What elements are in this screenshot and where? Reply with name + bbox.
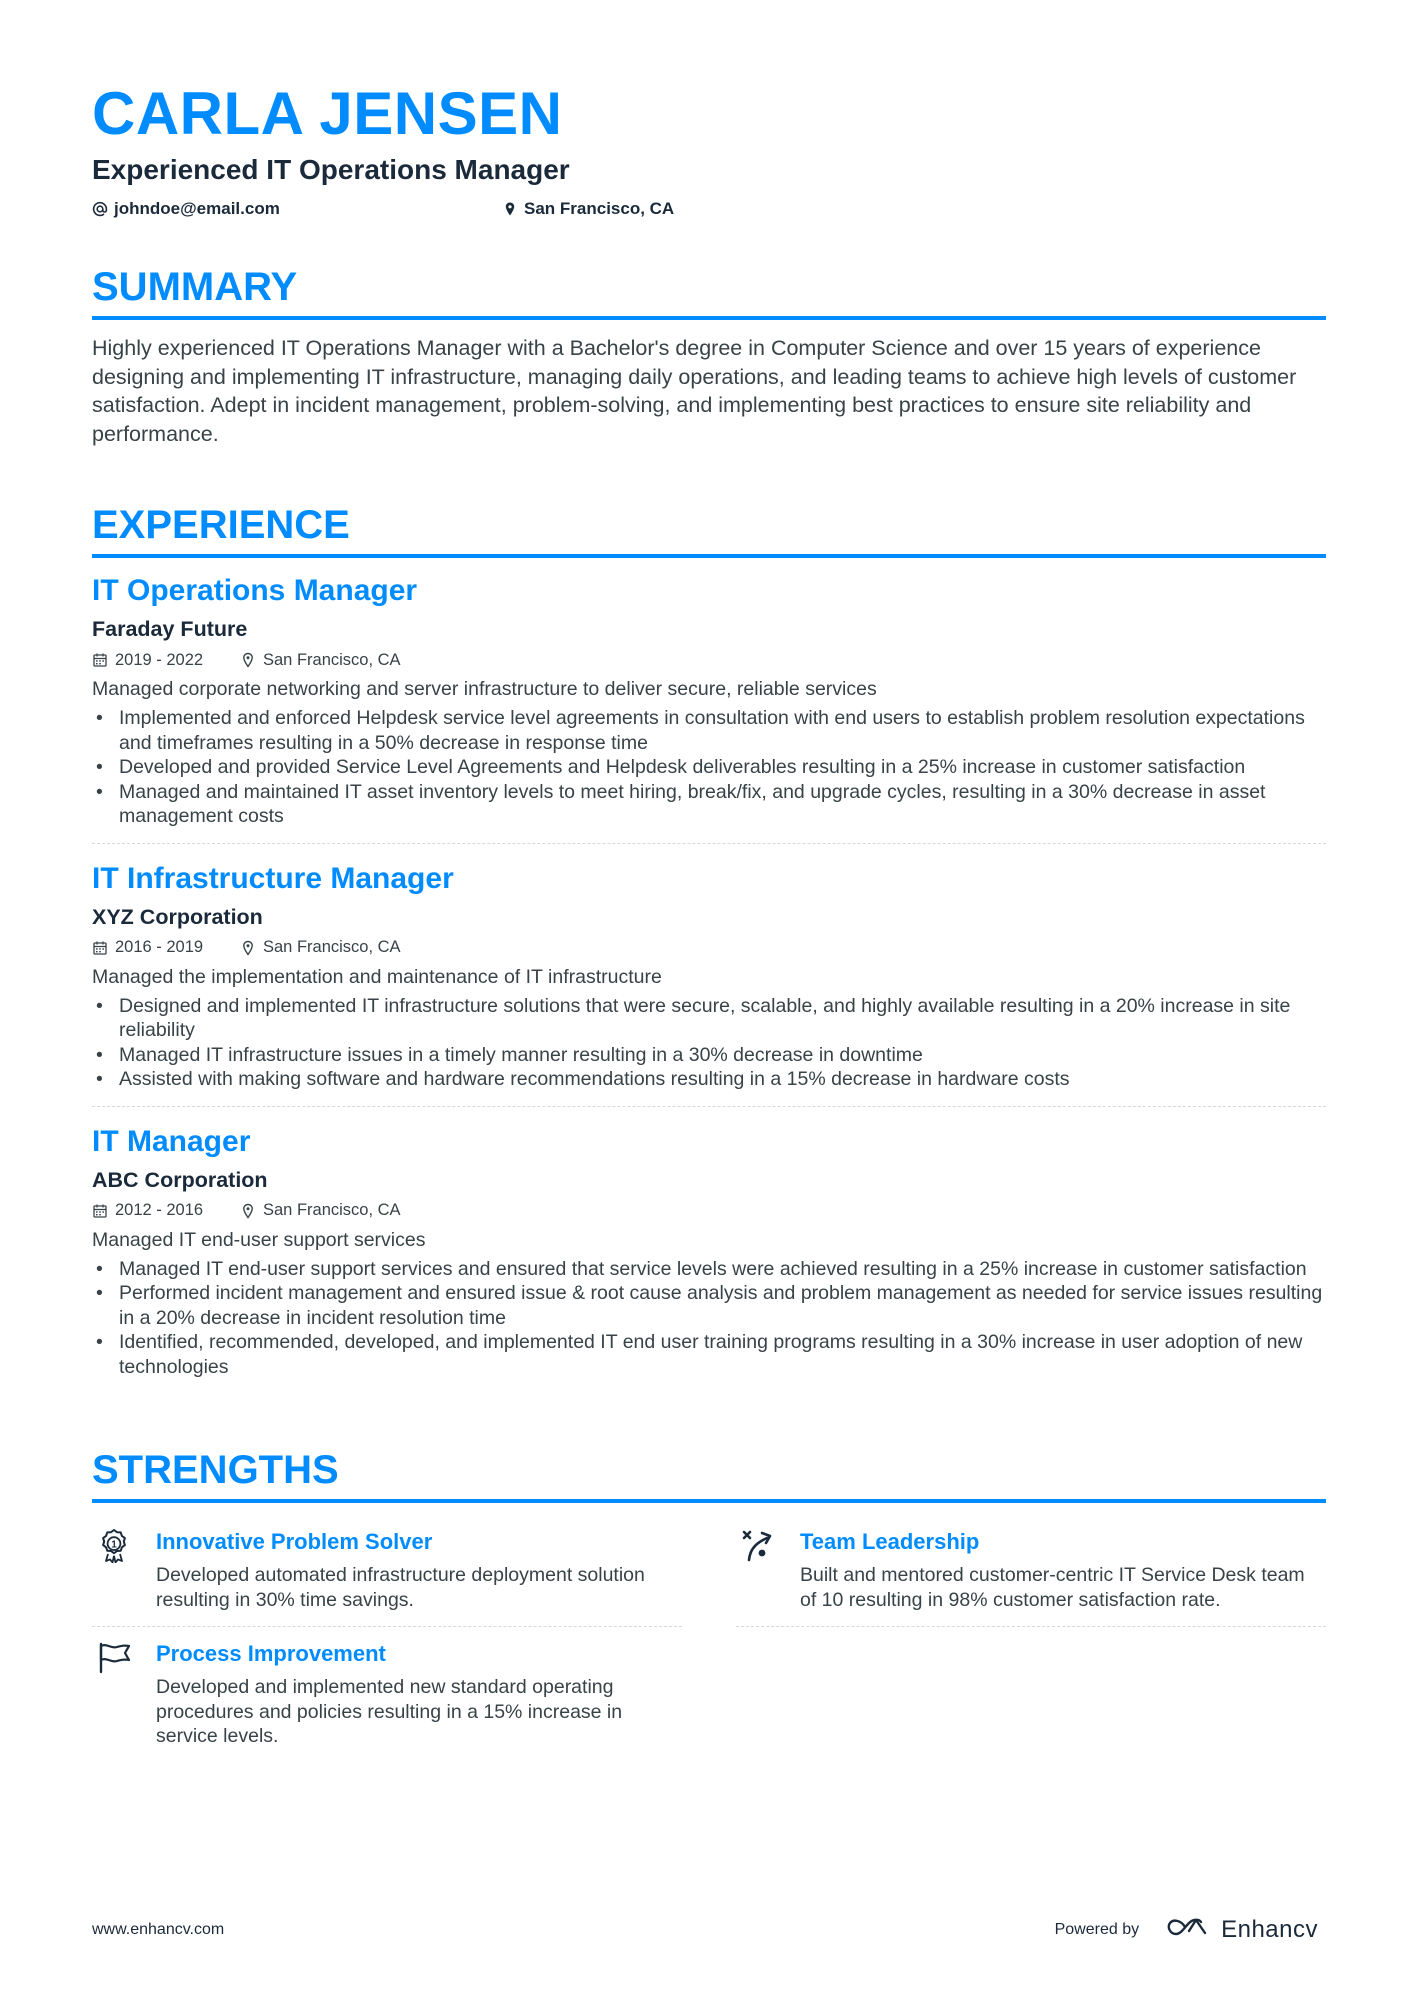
job-bullet: • Identified, recommended, developed, and implemented IT end user training programs resulting in a 30% increase in user adoption of new technologies: [92, 1330, 1326, 1379]
resume-header: [92, 78, 1326, 222]
job-bullets: [92, 1257, 1326, 1380]
job-location-text: San Francisco, CA: [263, 938, 401, 956]
strength-title: Process Improvement: [156, 1641, 386, 1666]
strength-item: [92, 1515, 682, 1627]
company-name: ABC Corporation: [92, 1167, 268, 1192]
resume-content: [92, 78, 1326, 1763]
location-pin-icon: [240, 1203, 256, 1219]
job-bullet: • Managed and maintained IT asset inventory levels to meet hiring, break/fix, and upgrade cycles, resulting in a 30% decrease in asset management costs: [92, 780, 1326, 829]
strength-body: [156, 1639, 682, 1749]
job-location: [240, 651, 401, 670]
summary-heading: SUMMARY: [92, 262, 1326, 320]
strength-description: Built and mentored customer-centric IT Service Desk team of 10 resulting in 98% customer satisfaction rate.: [800, 1564, 1305, 1611]
job-location-text: San Francisco, CA: [263, 1201, 401, 1219]
strength-item: [92, 1627, 682, 1763]
job-meta: [92, 1199, 1326, 1223]
contact-email[interactable]: [92, 199, 502, 219]
strength-title: Innovative Problem Solver: [156, 1529, 433, 1554]
strength-description: Developed automated infrastructure deployment solution resulting in 30% time savings.: [156, 1564, 645, 1611]
strength-body: [156, 1527, 682, 1612]
calendar-icon: [92, 652, 108, 668]
strengths-heading: STRENGTHS: [92, 1445, 1326, 1503]
job-title: IT Operations Manager: [92, 574, 418, 607]
job-dates: [92, 938, 240, 957]
award-icon: [96, 1527, 132, 1563]
page-footer: [92, 1915, 1318, 1944]
job-bullet: • Performed incident management and ensured issue & root cause analysis and problem management as needed for service issues resulting in a 20% decrease in incident resolution time: [92, 1281, 1326, 1330]
footer-website-link[interactable]: www.enhancv.com: [92, 1920, 225, 1938]
company-name: XYZ Corporation: [92, 904, 263, 929]
strength-description: Developed and implemented new standard operating procedures and policies resulting in a 15% increase in service levels.: [156, 1676, 623, 1747]
job-dates-text: 2016 - 2019: [115, 938, 204, 956]
powered-by-label: Powered by: [1054, 1920, 1140, 1938]
job-bullet: • Managed IT end-user support services and ensured that service levels were achieved resulting in a 25% increase in customer satisfaction: [92, 1257, 1326, 1282]
brand-logo[interactable]: [1165, 1915, 1318, 1944]
contact-row: [92, 196, 1326, 222]
location-pin-icon: [240, 940, 256, 956]
job-bullet: • Assisted with making software and hardware recommendations resulting in a 15% decrease in hardware costs: [92, 1067, 1326, 1092]
job-bullets: [92, 994, 1326, 1092]
location-pin-icon: [240, 652, 256, 668]
company-name: Faraday Future: [92, 617, 248, 641]
strength-item: [736, 1515, 1326, 1627]
job-entry: [92, 843, 1326, 1106]
footer-branding: [1055, 1915, 1318, 1944]
svg-text:1: 1: [111, 1539, 117, 1551]
candidate-title: Experienced IT Operations Manager: [92, 154, 570, 185]
brand-name: Enhancv: [1221, 1915, 1318, 1943]
job-entry: [92, 1106, 1326, 1394]
strengths-section: [92, 1445, 1326, 1763]
job-title: IT Manager: [92, 1124, 251, 1158]
job-meta: [92, 648, 1326, 672]
job-location: [240, 938, 401, 957]
job-bullet: • Designed and implemented IT infrastructure solutions that were secure, scalable, and highly available resulting in a 20% increase in site reliability: [92, 994, 1326, 1043]
job-entry: [92, 572, 1326, 843]
job-dates-text: 2012 - 2016: [115, 1201, 204, 1219]
calendar-icon: [92, 940, 108, 956]
job-bullet: • Developed and provided Service Level Agreements and Helpdesk deliverables resulting in a 25% increase in customer satisfaction: [92, 755, 1326, 780]
at-icon: [92, 201, 108, 217]
summary-section: [92, 262, 1326, 448]
experience-section: [92, 500, 1326, 1393]
job-bullet: • Implemented and enforced Helpdesk service level agreements in consultation with end users to establish problem resolution expectations and timeframes resulting in a 50% decrease in response time: [92, 706, 1326, 755]
strengths-grid: [92, 1515, 1326, 1763]
job-bullets: [92, 706, 1326, 829]
strength-title: Team Leadership: [800, 1529, 980, 1554]
contact-location: [502, 199, 674, 219]
location-pin-icon: [502, 201, 518, 217]
flag-icon: [96, 1639, 132, 1675]
summary-text: Highly experienced IT Operations Manager with a Bachelor's degree in Computer Science and over 15 years of experience designing and implementing IT infrastructure, managing daily operations, and leading teams to achieve high levels of customer satisfaction. Adept in incident management, problem-solving, and implementing best practices to ensure site reliability and performance.: [92, 336, 1297, 446]
job-location: [240, 1201, 401, 1220]
job-description: Managed corporate networking and server infrastructure to deliver secure, reliable services: [92, 678, 877, 700]
job-dates: [92, 651, 240, 670]
job-title: IT Infrastructure Manager: [92, 861, 454, 895]
job-location-text: San Francisco, CA: [263, 650, 401, 669]
job-description: Managed the implementation and maintenance of IT infrastructure: [92, 965, 662, 988]
experience-heading: EXPERIENCE: [92, 500, 1326, 558]
email-text: johndoe@email.com: [114, 199, 280, 218]
strength-body: [800, 1527, 1326, 1612]
calendar-icon: [92, 1203, 108, 1219]
strategy-icon: [740, 1527, 776, 1563]
job-description: Managed IT end-user support services: [92, 1228, 426, 1251]
enhancv-logo-icon: [1165, 1915, 1211, 1944]
job-bullet: • Managed IT infrastructure issues in a timely manner resulting in a 30% decrease in downtime: [92, 1043, 1326, 1068]
job-dates: [92, 1201, 240, 1220]
job-dates-text: 2019 - 2022: [115, 650, 204, 669]
location-text: San Francisco, CA: [524, 199, 675, 218]
candidate-name: CARLA JENSEN: [92, 80, 563, 147]
job-meta: [92, 936, 1326, 960]
